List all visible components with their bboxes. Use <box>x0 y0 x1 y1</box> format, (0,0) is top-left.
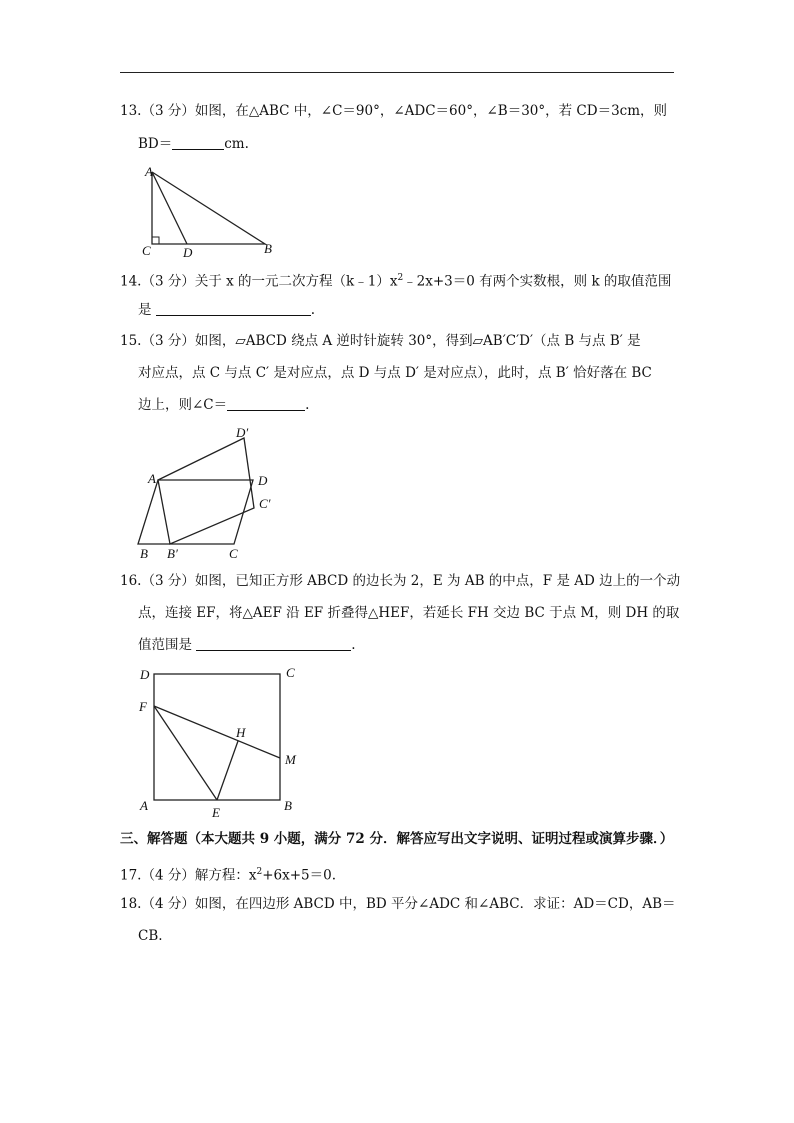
q15-line1: 15.（3 分）如图，▱ABCD 绕点 A 逆时针旋转 30°，得到▱AB′C′D′（点 B 与点 B′ 是 <box>120 333 641 349</box>
q16-label-h: H <box>236 725 246 740</box>
q13-label-b: B <box>264 241 272 256</box>
q16-label-d: D <box>140 667 150 682</box>
q15-label-c: C <box>229 546 238 561</box>
q15-line3: 边上，则∠C＝ . <box>138 397 310 413</box>
q14-line2: 是 . <box>138 302 316 318</box>
q16-label-e: E <box>212 805 220 820</box>
q18-line2: CB. <box>138 928 163 944</box>
q15-label-b2: B′ <box>167 546 178 561</box>
q15-label-d: D <box>258 473 268 488</box>
q15-answer-blank[interactable] <box>227 396 305 411</box>
q13-line1: 13.（3 分）如图，在△ABC 中，∠C＝90°，∠ADC＝60°，∠B＝30°，若 CD＝3cm，则 <box>120 103 668 119</box>
q15-label-d2: D′ <box>236 425 249 440</box>
q13-triangle-figure <box>135 160 285 265</box>
q17-line: 17.（4 分）解方程：$x^2+6x+5=0$. <box>120 867 336 884</box>
q16-line1: 16.（3 分）如图，已知正方形 ABCD 的边长为 2，E 为 AB 的中点，F 是 AD 边上的一个动 <box>120 573 681 589</box>
q13-label-c: C <box>142 243 151 258</box>
q15-line2: 对应点，点 C 与点 C′ 是对应点，点 D 与点 D′ 是对应点），此时，点 B′ 恰好落在 BC <box>138 365 652 381</box>
q16-answer-blank[interactable] <box>196 636 351 651</box>
q15-label-a: A <box>148 471 156 486</box>
q15-label-c2: C′ <box>259 496 271 511</box>
q16-label-m: M <box>285 752 296 767</box>
q13-answer-blank[interactable] <box>172 135 224 150</box>
q16-square-figure <box>135 662 310 822</box>
q14-answer-blank[interactable] <box>156 301 311 316</box>
header-rule <box>120 72 674 73</box>
section3-heading: 三、解答题（本大题共 9 小题，满分 72 分．解答应写出文字说明、证明过程或演算步骤．） <box>120 831 674 847</box>
q15-label-b: B <box>140 546 148 561</box>
q15-parallelogram-figure <box>130 420 290 565</box>
q16-line3: 值范围是 . <box>138 637 356 653</box>
q18-line1: 18.（4 分）如图，在四边形 ABCD 中，BD 平分∠ADC 和∠ABC．求证：AD＝CD，AB＝ <box>120 896 676 912</box>
q16-label-b: B <box>284 798 292 813</box>
q13-label-d: D <box>183 245 193 260</box>
q13-line2: BD＝ cm. <box>138 136 249 152</box>
q16-label-a: A <box>140 798 148 813</box>
q14-line1: 14.（3 分）关于 x 的一元二次方程$(k﹣1)x^2﹣2x+3=0$ 有两个实数根，则 k 的取值范围 <box>120 273 672 290</box>
q16-label-f: F <box>139 699 147 714</box>
q16-line2: 点，连接 EF，将△AEF 沿 EF 折叠得△HEF，若延长 FH 交边 BC 于点 M，则 DH 的取 <box>138 605 680 621</box>
q13-label-a: A <box>145 164 153 179</box>
q16-label-c: C <box>286 665 295 680</box>
